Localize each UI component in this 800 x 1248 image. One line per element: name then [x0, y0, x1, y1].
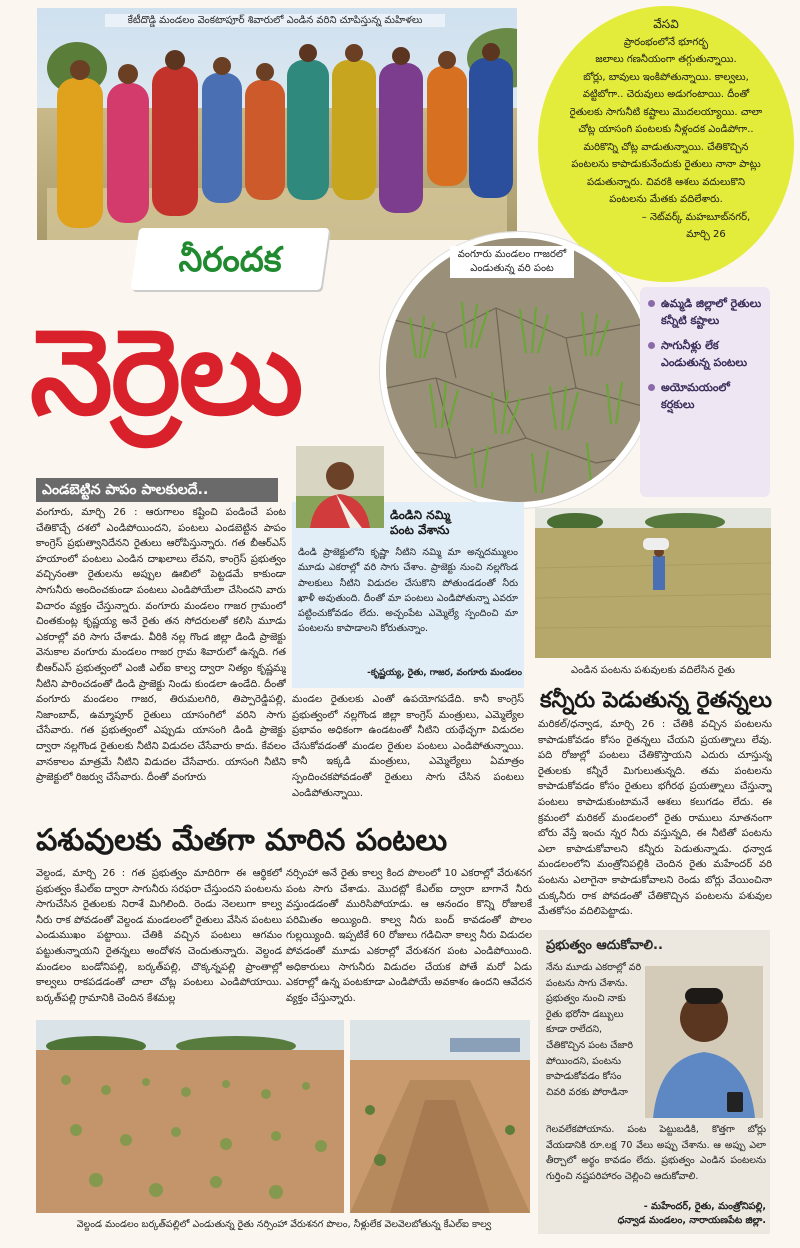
bullet-item: [648, 337, 762, 371]
bullet-dot-icon: [648, 384, 655, 391]
headline-kicker-text: నీరందక: [178, 240, 282, 280]
quote1-title-line: డిండిని నమ్మి: [390, 508, 451, 522]
farmer-mahender-photo: [645, 966, 763, 1118]
intro-date: మార్చి 26: [686, 229, 726, 240]
cattle-field-image: [535, 508, 771, 658]
bullet-dot-icon: [648, 342, 655, 349]
story2-headline: కన్నీరు పెడుతున్న రైతన్నలు: [540, 688, 772, 713]
farmer-krishnaiah-image: [296, 446, 384, 528]
intro-line: చోట్ల యాసంగి పంటలకు నీళ్లందక ఎండిపోగా..: [578, 124, 754, 135]
farmer-mahender-image: [645, 966, 763, 1118]
story3-photo-caption: వెల్దండ మండలం బర్కత్‌పల్లిలో ఎండుతున్న రైతు నర్సింహా వేరుశనగ పొలం, నీళ్లులేక వెలవెలబోతున్న కేఎల్‌ఐ కాల్వ: [76, 1219, 492, 1230]
story2-body: మరికల్‌/ధన్వాడ, మార్చి 26 : చేతికి వచ్చిన పంటలను కాపాడుకోవడం కోసం రైతన్నలు చేయని ప్రయత్నాలు లేవు. పది రోజుల్లో పంటలు చేతికొస్తాయని ఎదురు చూస్తున్న రైతులకు కన్నీరే మిగులుతున్నది. తమ పంటలను కాపాడుకోవడం కోసం రైతులు భగీరథ ప్రయత్నాలు చేస్తున్నా పంటలు కాపాడుకుంటామనే ఆశలు కలుగడం లేదు. ఈ క్రమంలో మరికల్‌ మండలంలో రైతు రాములు నూతనంగా బోరు వేస్తే ఇంచు న్నర నీరు వస్తున్నది, ఈ నీటితో పంటను ఎలా కాపాడుకోవాలని కన్నీరు పెడుతున్నాడు. ధన్వాడ మండలంలోని మంత్రోనిపల్లికి చెందిన రైతు మహేందర్‌ వరి పంటను ఎలాగైనా కాపాడుకోవాలని రెండు బోర్లు వేయించినా చుక్కనీరు రాక పోవడంతో చేతికొచ్చిన పంటలను పశువుల మేతకోసం వదిలిపెట్టాడు.: [538, 719, 772, 918]
bullet-text: సాగునీళ్లు లేక ఎండుతున్న పంటలు: [661, 339, 748, 369]
intro-line: ప్రారంభంలోనే భూగర్భ: [623, 36, 709, 48]
intro-line: మరికొన్ని చోట్ల వాడుతున్నాయి. చేతికొచ్చిన: [583, 141, 749, 153]
intro-line: రైతులకు సాగునీటి కష్టాలు మొదలయ్యాయి. చాలా: [569, 106, 763, 118]
quote1-body: డిండి ప్రాజెక్టులోని కృష్ణా నీటిని నమ్మి మా అన్నదమ్ములం మూడు ఎకరాల్లో వరి సాగు చేశాం. ప్రాజెక్టు నుంచి నల్లగొండ పాలకులు నీటిని విడుదల చేసుకొని పోతుండడంతో నీరు ఖాళీ అవుతుంది. దీంతో మా పంటలు ఎండిపోతున్నా ఎవరూ పట్టించుకోవడం లేదు. అచ్చంపేట ఎమ్మెల్యే స్పందించి మా పంటలను కాపాడాలని కోరుతున్నాం.: [298, 547, 518, 635]
story1-subhead: ఎండబెట్టిన పాపం పాలకులదే..: [36, 478, 278, 502]
bullet-text: ఉమ్మడి జిల్లాలో రైతులు కన్నీటి కష్టాలు: [661, 297, 762, 327]
quote1-title-line: పంట వేశాను: [390, 523, 450, 537]
intro-line: పంటలను మేతకు వదిలేశారు.: [609, 194, 723, 205]
quote2-author-line: ధన్వాడ మండలం, నారాయణపేట జిల్లా.: [617, 1215, 766, 1226]
story1-col2: మండల రైతులకు ఎంతో ఉపయోగపడేది. కానీ కాంగ్రెస్‌ ప్రభుత్వంలో నల్లగొండ జిల్లా కాంగ్రెస్‌ మంత్రులు, ఎమ్మెల్యేల ప్రభావం అధికంగా ఉండటంతో నీటిని యథేచ్ఛగా విడుదల చేసుకోవడంతో మండల రైతుల పంటలు ఎండిపోతున్నాయి. కానీ ఇక్కడి మంత్రులు, ఎమ్మెల్యేలు ఏమాత్రం స్పందించకపోవడంతో రైతులు సాగు చేసిన పంటలు ఎండిపోతున్నాయి.: [292, 694, 524, 799]
headline-main: నెర్రెలు: [30, 303, 302, 441]
bullet-text: అయోమయంలో కర్షకులు: [661, 381, 730, 411]
intro-line: బోర్లు, బావులు ఇంకిపోతున్నాయి. కాల్వలు,: [583, 71, 749, 83]
groundnut-field-image: [36, 1020, 344, 1213]
dry-canal-photo: [350, 1020, 530, 1213]
farmer-krishnaiah-photo: [296, 446, 384, 528]
intro-line: జలాలు గణనీయంగా తగ్గుతున్నాయి.: [595, 54, 737, 65]
women-farmers-image: [37, 8, 517, 240]
story2-photo-caption: ఎండిన పంటను పశువులకు వదిలేసిన రైతు: [571, 665, 735, 676]
quote2-body-wide: గెలవలేకపోయాను. పంట పెట్టుబడికి, కొత్తగా బోర్లు వేయడానికి రూ.లక్ష 70 వేలు అప్పు చేశాను. ఆ అప్పు ఎలా తీర్చాలో అర్థం కావడం లేదు. ప్రభుత్వం ఎండిన పంటలను గుర్తించి నష్టపరిహారం చెల్లించి ఆదుకోవాలి.: [546, 1124, 766, 1182]
quote1-author: -కృష్ణయ్య, రైతు, గాజర, వంగూరు మండలం: [367, 668, 522, 678]
intro-line: వట్టిబోగా.. చెరువులు అడుగంటాయి. దీంతో: [582, 89, 750, 100]
story3-col1: వెల్దండ, మార్చి 26 : గత ప్రభుత్వం మాదిరిగా ఈ ఆర్థికలో ప్రభుత్వం కేఎల్‌ఐ ద్వారా సాగునీరు సరఫరా చేస్తుందని పంటలను సాగుచేసిన రైతులకు నిరాశే మిగిలింది. రెండు నెలలుగా కాల్వ నీరు రాక పోవడంతో వెల్దండ మండలంలో రైతులు వేసిన పంటలు ఎండుముఖం పట్టాయి. చేతికి వచ్చిన పంటలు ఆగమం పట్టుతున్నాయని రైతన్నలు అందోళన చెందుతున్నారు. వెల్దండ మండలం బండోనిపల్లి, బర్కత్‌పల్లి, చొక్కన్నపల్లి ప్రాంతాల్లో కాల్వలు రాకపడడంతో చాలా చోట్ల పంటలు ఎండిపోయాయి. బర్కత్‌పల్లి గ్రామానికి చెందిన కేశమల్ల: [36, 868, 282, 1004]
intro-text: [548, 16, 784, 244]
groundnut-field-photo: [36, 1020, 344, 1213]
quote2-author: [546, 1200, 766, 1228]
bullet-item: [648, 295, 762, 329]
quote1-title: [390, 508, 520, 538]
intro-line: పంటలను కాపాడుకునేందుకు రైతులు నానా పాట్లు: [571, 159, 761, 170]
intro-line: పడుతున్నారు. చివరకి ఆశలు వదులుకొని: [587, 176, 745, 188]
story3-col2: నర్సింహా అనే రైతు కాల్వ కింద పొలంలో 10 ఎకరాల్లో వేరుశనగ పంట సాగు చేశాడు. మొదట్లో కేఎల్‌ఐ ద్వారా బాగానే నీరు వస్తుండడంతో మురిసిపోయాడు. ఆ ఆనందం కొన్ని రోజులకే పరిమితం అయ్యింది. కాల్వ నీరు బంద్‌ కావడంతో పొలం గుల్లయ్యింది. ఇప్పటికే 60 రోజులు గడిచినా కాల్వ నీరు విడుదల పోవడంతో మూడు ఎకరాల్లో వేరుశనగ పంట ఎండిపోయింది. అధికారులు సాగునీరు విడుదల చేయక పోతే మరో ఏడు ఎకరాల్లో ఉన్న పంటకూడా ఎండిపోయే అవకాశం ఉందని ఆవేదన వ్యక్తం చేస్తున్నారు.: [286, 868, 532, 1004]
bullet-panel: [640, 287, 770, 497]
story1-col1: వంగూరు, మార్చి 26 : ఆరుగాలం కష్టించి పండించే పంట చేతికొచ్చే దశలో ఎండిపోయిందని, పంటలు ఎండబెట్టిన పాపం కాంగ్రెస్‌ ప్రభుత్వానిదేనని రైతులు ఆరోపిస్తున్నారు. గత బీఆర్‌ఎస్‌ హయాంలో పంటలు ఎండిన దాఖలాలు లేవని, కాంగ్రెస్‌ ప్రభుత్వం వచ్చినంతా రైతులను అప్పుల ఊబిలో పెట్టడమే కాకుండా సాగునీరు అందించకుండా పంటలు ఎండిపోయేలా చేసిందని వారు విచారం వ్యక్తం చేస్తున్నారు. వంగూరు మండలం గాజర గ్రామంలో చింతకుంట్ల కృష్ణయ్య అనే రైతు తన సోదరులతో కలిసి మూడు ఎకరాల్లో వరి సాగు చేశాడు. వీరికి నల్ల గొండ జిల్లా డిండి ప్రాజెక్టు వెనుకాల వంగూరు మండలం గాజర గ్రామ శివారులో ఉన్నది. గత బీఆర్‌ఎస్‌ ప్రభుత్వంలో ఎంజీ ఎల్‌ఐ కాల్వ ద్వారా నిత్యం కృష్ణమ్మ నీటిని పారించడంతో డిండి ప్రాజెక్టు నిండు కుండలా ఉండేది. దీంతో వంగూరు మండలం గాజర, తిరుమలగిరి, తిప్పారెడ్డిపల్లి, నిజాంబాద్‌, ఉమ్మాపూర్‌ రైతులు యాసంగిలో వరిని సాగు చేసేవారు. గత ప్రభుత్వంలో ఎప్పుడు యాసంగి డిండి ప్రాజెక్టు ద్వారా నల్లగొండ రైతులకు నీటిని విడుదల చేసేవారు కాదు. కేవలం వానకాలం మాత్రమే నీటిని విడుదల చేసేవారు. యాసంగి నీటిని ప్రాజెక్టులో రిజర్వు చేసేవారు. దీంతో వంగూరు: [36, 507, 286, 784]
women-farmers-photo: [37, 8, 517, 240]
quote2-author-line: - మహేందర్‌, రైతు, మంత్రోనిపల్లి,: [643, 1201, 766, 1212]
quote2-title: ప్రభుత్వం ఆదుకోవాలి..: [546, 938, 663, 953]
bullet-dot-icon: [648, 300, 655, 307]
quote2-body-narrow: నేను మూడు ఎకరాల్లో వరి పంటను సాగు చేశాను. ప్రభుత్వం నుంచి నాకు రైతు భరోసా డబ్బులు కూడా రాలేదని, చేతికొచ్చిన పంట చేజారి పోయిందని, పంటను కాపాడుకోవడం కోసం చివరి వరకు పోరాడినా: [546, 962, 642, 1098]
dry-canal-image: [350, 1020, 530, 1213]
top-photo-caption: కేటీదొడ్డి మండలం వెంకటాపూర్‌ శివారులో ఎండిన వరిని చూపిస్తున్న మహిళలు: [105, 14, 445, 27]
bullet-item: [648, 379, 762, 413]
circle-photo-caption: వంగూరు మండలం గాజరలో ఎండుతున్న వరి పంట: [450, 246, 574, 278]
cattle-field-photo: [535, 508, 771, 658]
intro-dateline: – నెట్‌వర్క్‌ మహబూబ్‌నగర్‌,: [641, 211, 751, 223]
intro-line: వేసవి: [653, 17, 679, 31]
story3-headline: పశువులకు మేతగా మారిన పంటలు: [36, 823, 448, 858]
